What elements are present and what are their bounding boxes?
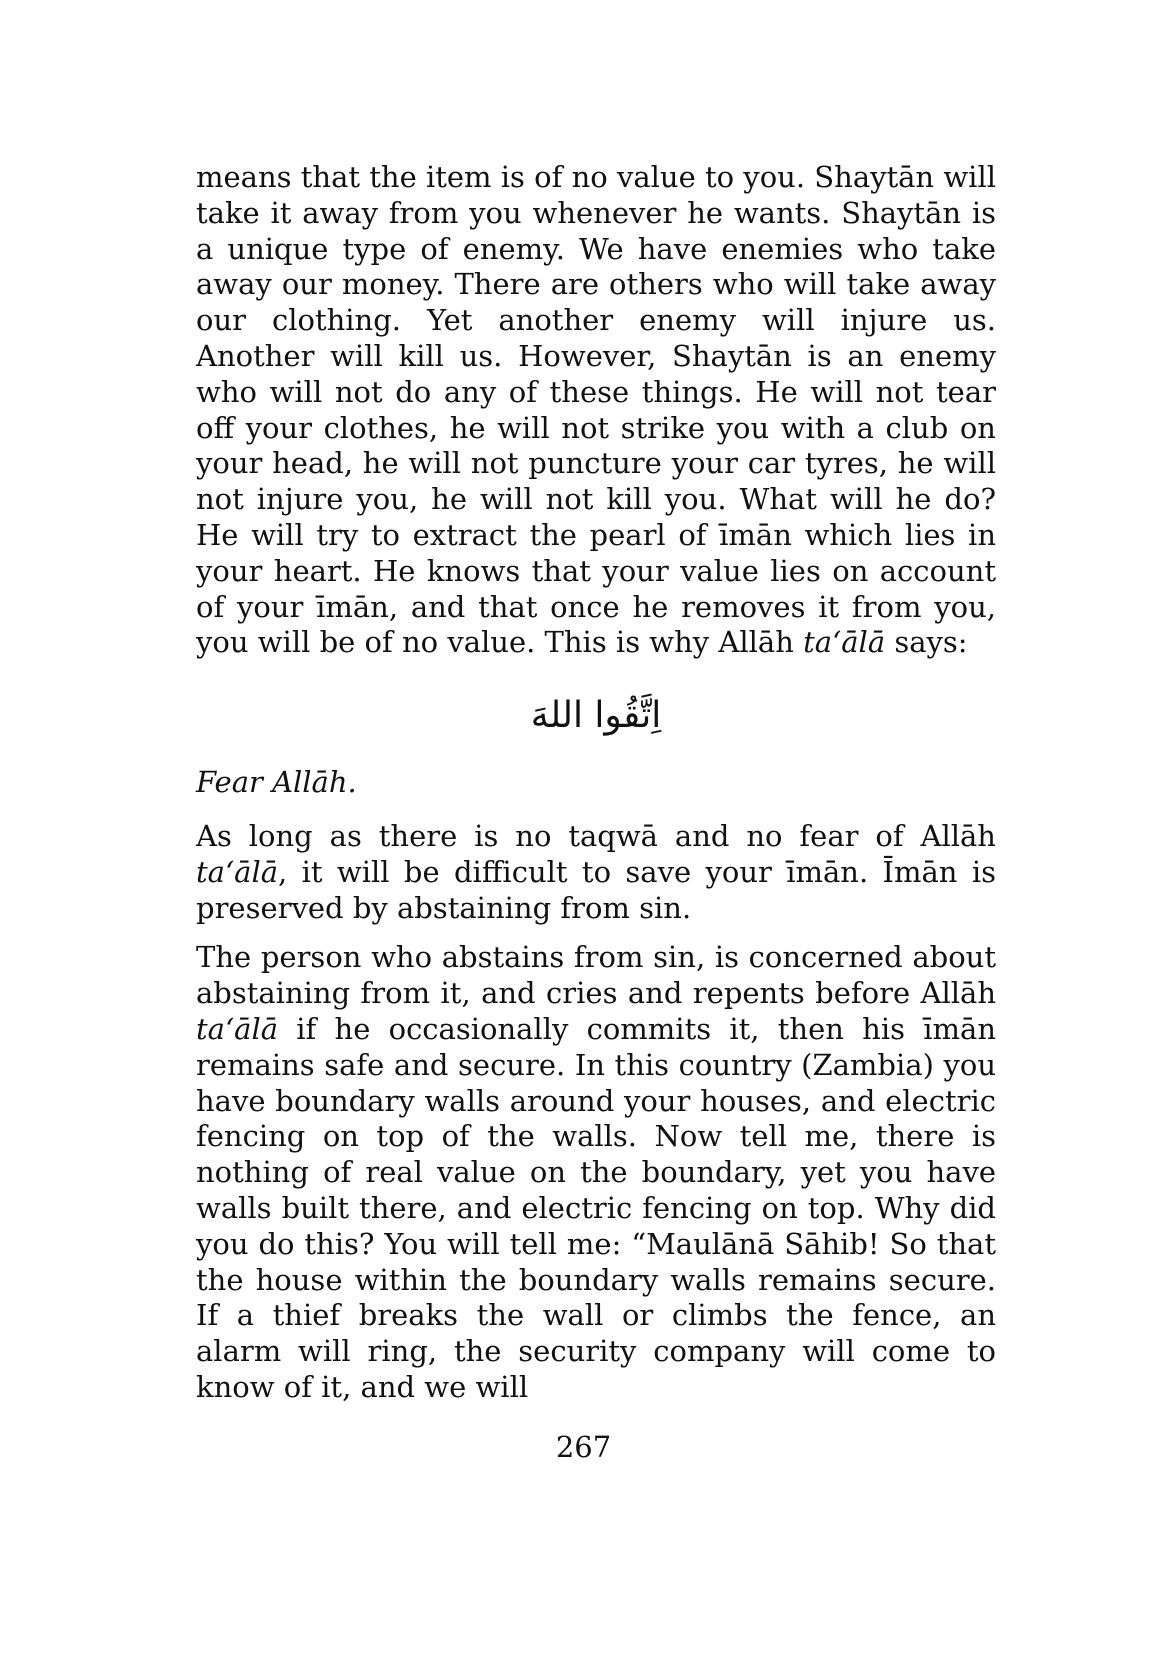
page-number: 267	[555, 1430, 612, 1464]
paragraph-boundary-walls	[196, 940, 996, 1405]
paragraph-text: , it will be difficult to save your īmān. Īmān is preserved by abstaining from sin.	[196, 854, 996, 925]
italic-term: ta‘ālā	[196, 1011, 279, 1046]
italic-term: ta‘ālā	[803, 625, 886, 660]
arabic-verse: اِتَّقُوا اللهَ	[530, 695, 662, 737]
paragraph-text: The person who abstains from sin, is concerned about abstaining from it, and cries and repents before Allāh	[196, 940, 996, 1011]
paragraph-text: if he occasionally commits it, then his īmān remains safe and secure. In this country (Zambia) you have boundary walls around your houses, and electric fencing on top of the walls. Now tell me, there is nothing of real value on the boundary, yet you have walls built there, and electric fencing on top. Why did you do this? You will tell me: “Maulānā Sāhib! So that the house within the boundary walls remains secure. If a thief breaks the wall or climbs the fence, an alarm will ring, the security company will come to know of it, and we will	[196, 1011, 996, 1404]
verse-translation: Fear Allāh.	[196, 765, 357, 800]
italic-term: ta‘ālā	[196, 854, 279, 889]
paragraph-text: says:	[885, 625, 968, 660]
paragraph-taqwa	[196, 819, 996, 926]
paragraph-text: means that the item is of no value to you. Shaytān will take it away from you whenever he wants. Shaytān is a unique type of enemy. We have enemies who take away our money. There are others who will take away our clothing. Yet another enemy will injure us. Another will kill us. However, Shaytān is an enemy who will not do any of these things. He will not tear off your clothes, he will not strike you with a club on your head, he will not puncture your car tyres, he will not injure you, he will not kill you. What will he do? He will try to extract the pearl of īmān which lies in your heart. He knows that your value lies on account of your īmān, and that once he removes it from you, you will be of no value. This is why Allāh	[196, 160, 996, 660]
body-text	[196, 160, 996, 1406]
paragraph-text: As long as there is no taqwā and no fear of Allāh	[196, 818, 996, 853]
paragraph-shaytan-enemy	[196, 160, 996, 661]
